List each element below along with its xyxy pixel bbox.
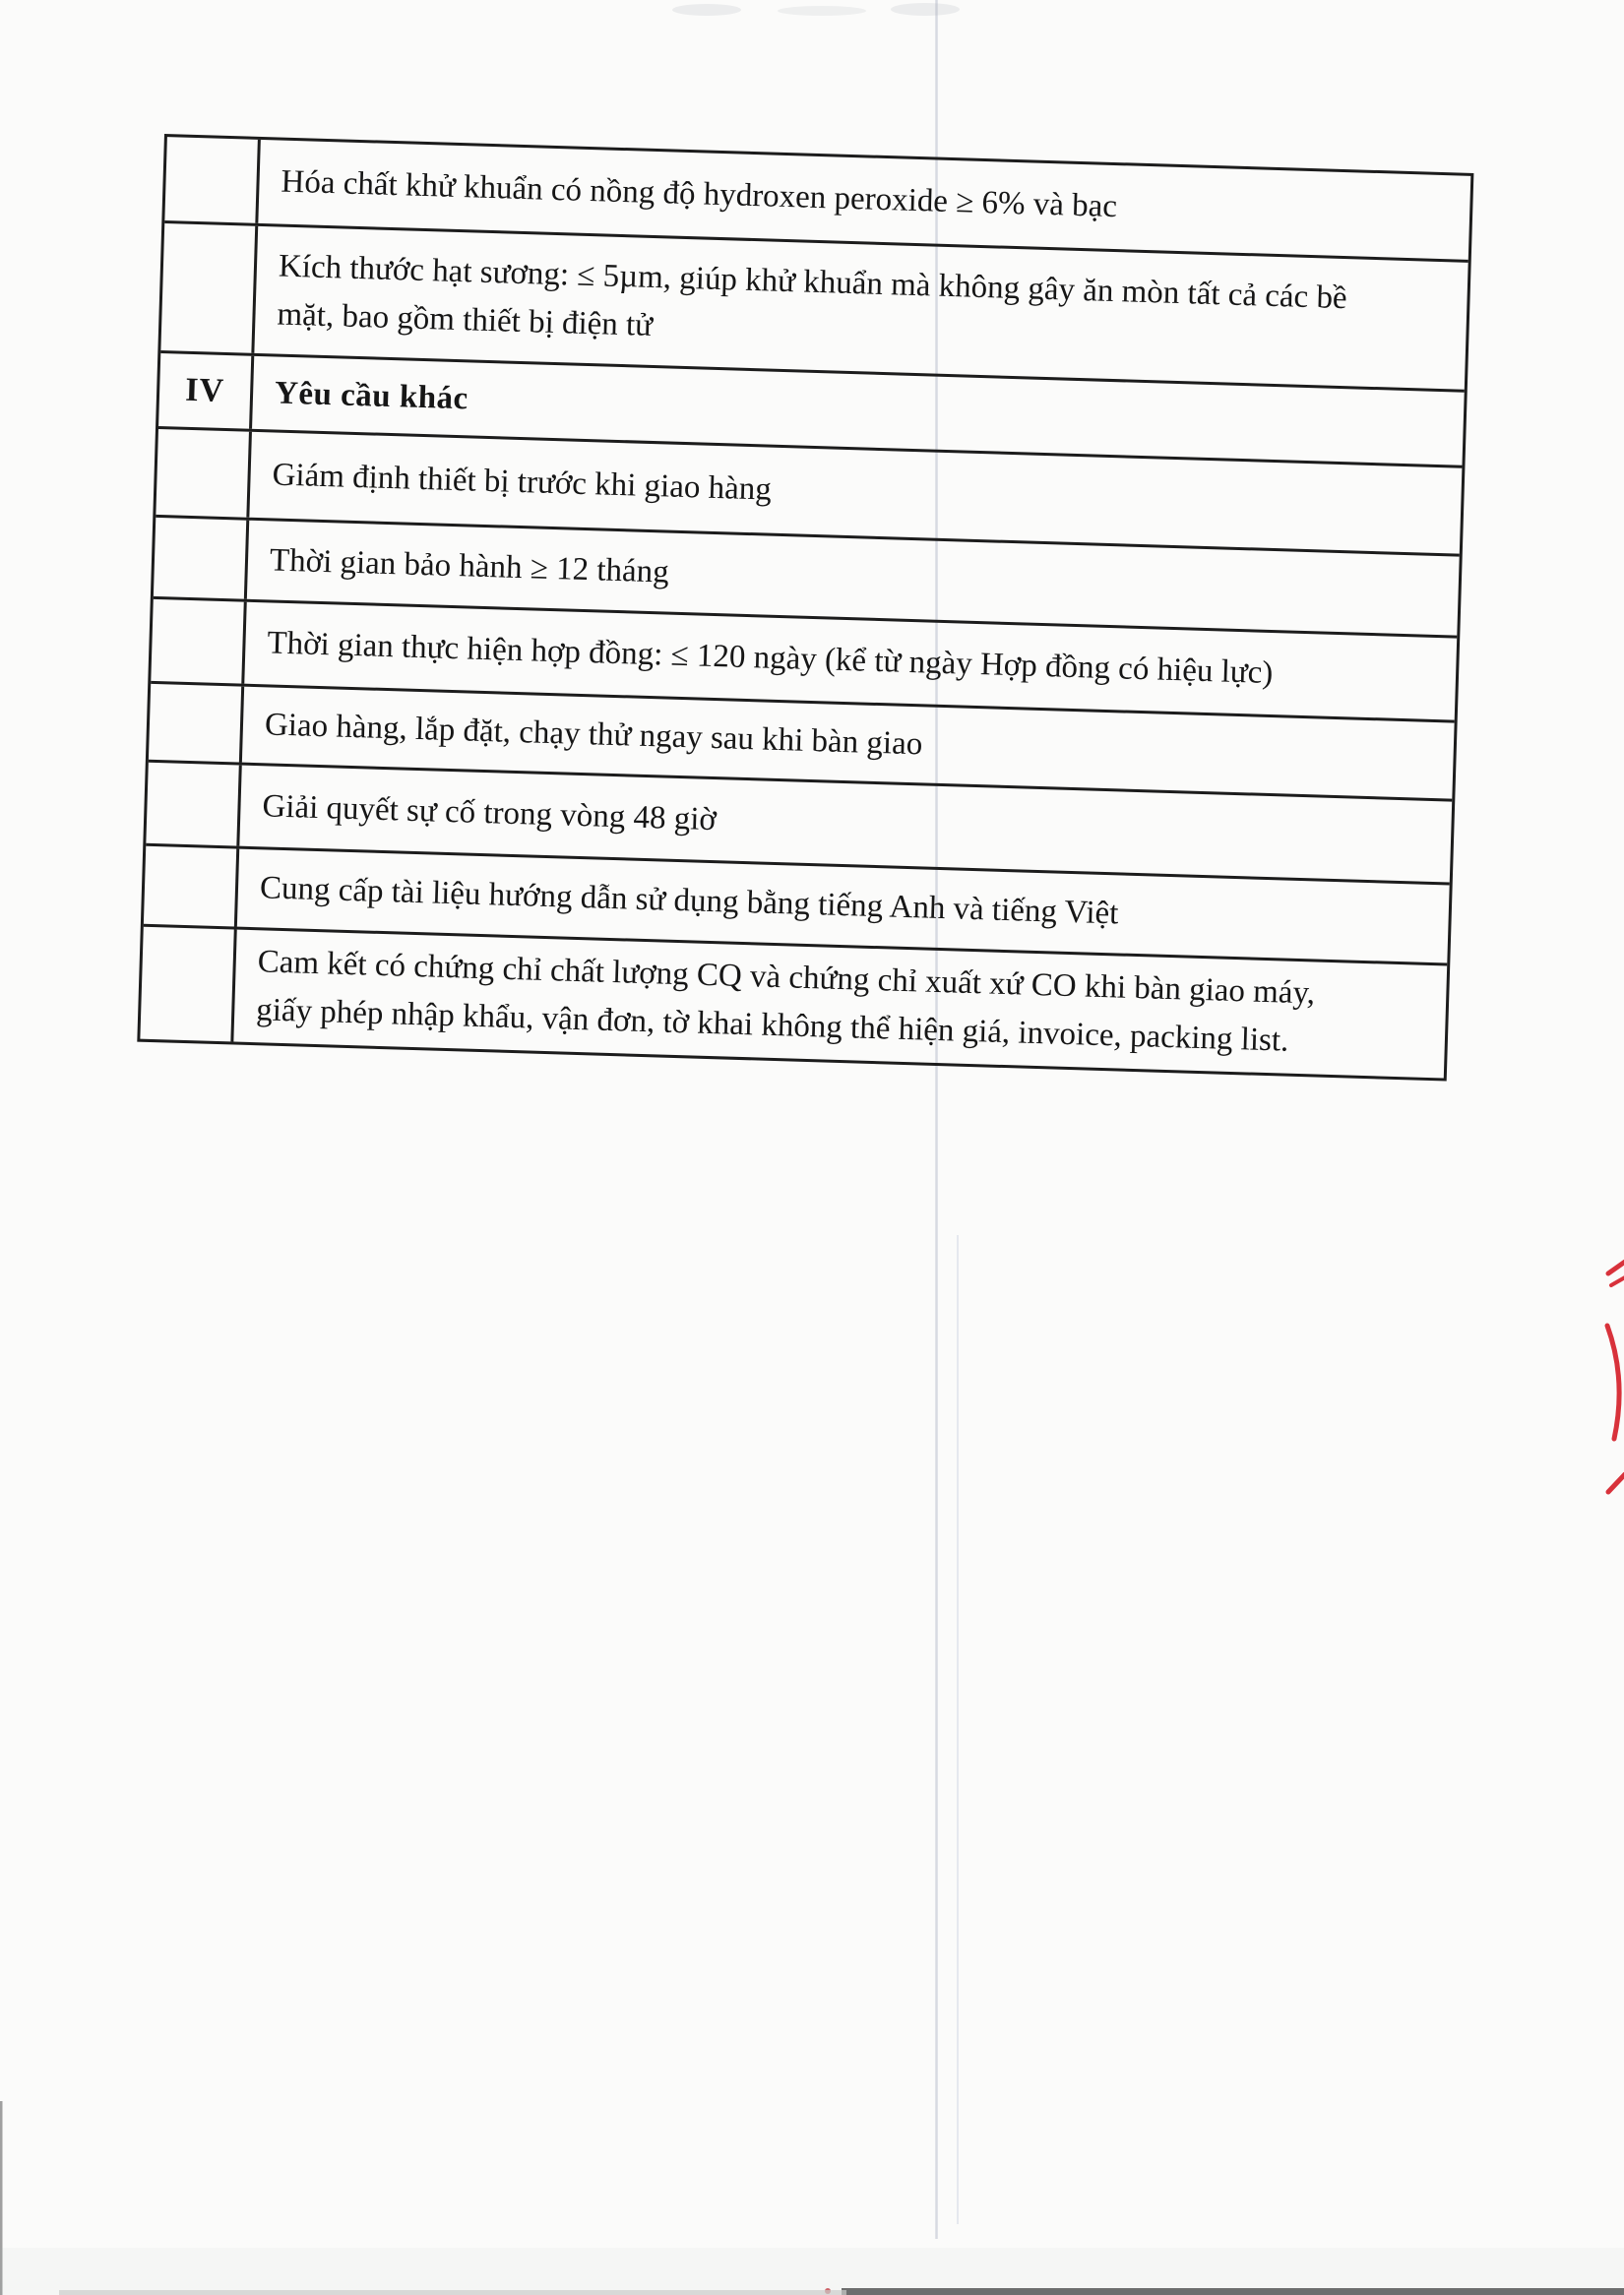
row-text-cell: Thời gian bảo hành ≥ 12 tháng: [269, 541, 670, 590]
row-text-cell: Cung cấp tài liệu hướng dẫn sử dụng bằng tiếng Anh và tiếng Việt: [259, 870, 1119, 932]
row-number-cell: [144, 846, 239, 927]
row-number-cell: [160, 223, 258, 353]
row-text-cell: Cam kết có chứng chỉ chất lượng CQ và chứng chỉ xuất xứ CO khi bàn giao máy, giấy phép nhập khẩu, vận đơn, tờ khai không thể hiện giá, invoice, packing list.: [255, 944, 1316, 1059]
red-stamp-edge: [1607, 1262, 1624, 1492]
row-number-cell: [164, 137, 261, 223]
row-number-cell: [146, 763, 241, 846]
row-text-cell: Giám định thiết bị trước khi giao hàng: [272, 457, 773, 508]
row-text-cell: Yêu cầu khác: [274, 374, 469, 416]
top-smudge: [778, 6, 866, 16]
row-text-cell: Kích thước hạt sương: ≤ 5µm, giúp khử khuẩn mà không gây ăn mòn tất cả các bề mặt, bao gồm thiết bị điện tử: [277, 248, 1348, 343]
row-number-cell: [140, 927, 236, 1042]
scanner-edge-shadow: [0, 2101, 1624, 2295]
row-number-cell: [154, 518, 249, 599]
row-number-cell: IV: [158, 353, 254, 429]
top-smudge: [891, 3, 960, 16]
row-number-cell: [149, 684, 244, 763]
top-smudge: [672, 4, 741, 16]
row-text-cell: Hóa chất khử khuẩn có nồng độ hydroxen peroxide ≥ 6% và bạc: [281, 163, 1118, 225]
row-number-cell: [156, 429, 252, 518]
row-text-cell: Giải quyết sự cố trong vòng 48 giờ: [262, 787, 718, 837]
row-number-cell: [151, 599, 246, 684]
row-text-cell: Thời gian thực hiện hợp đồng: ≤ 120 ngày (kể từ ngày Hợp đồng có hiệu lực): [266, 625, 1274, 692]
row-text-cell: Giao hàng, lắp đặt, chạy thử ngay sau khi bàn giao: [264, 707, 923, 763]
requirements-table: [137, 134, 1473, 1082]
